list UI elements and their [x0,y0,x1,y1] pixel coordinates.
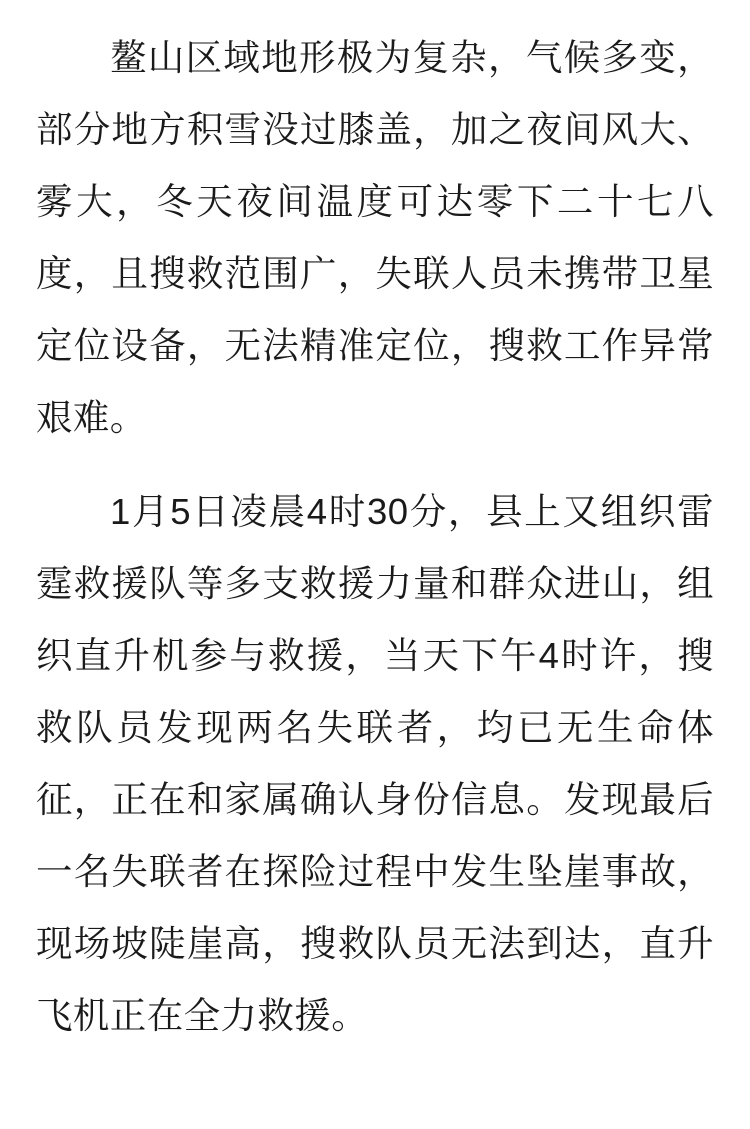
paragraph-1: 鳌山区域地形极为复杂，气候多变，部分地方积雪没过膝盖，加之夜间风大、雾大，冬天夜间温度可达零下二十七八度，且搜救范围广，失联人员未携带卫星定位设备，无法精准定位，搜救工作异常艰难。 [36,37,714,438]
article-body [36,22,714,1052]
paragraph-2: 1月5日凌晨4时30分，县上又组织雷霆救援队等多支救援力量和群众进山，组织直升机参与救援，当天下午4时许，搜救队员发现两名失联者，均已无生命体征，正在和家属确认身份信息。发现最后一名失联者在探险过程中发生坠崖事故，现场坡陡崖高，搜救队员无法到达，直升飞机正在全力救援。 [36,491,714,1036]
